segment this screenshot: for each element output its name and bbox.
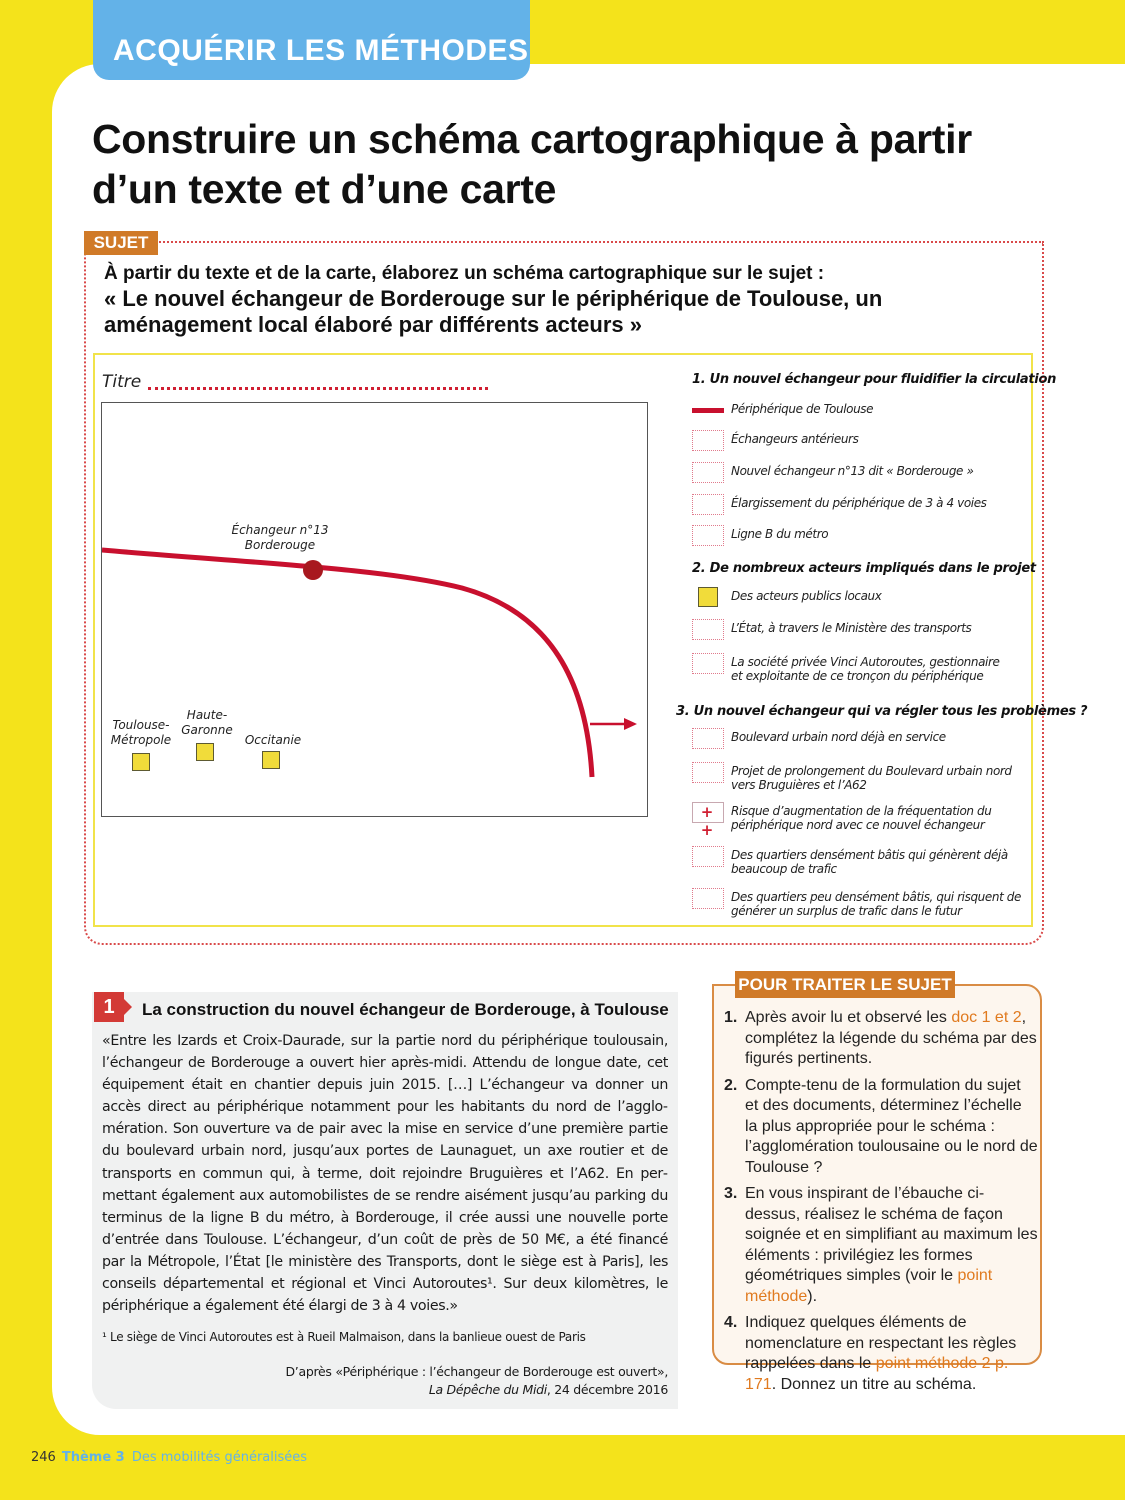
legend-item-text [731, 848, 1008, 876]
instruction-text: . Donnez un titre au schéma. [771, 1375, 977, 1393]
actor-label-occitanie [240, 733, 306, 748]
instruction-item [720, 1076, 1038, 1179]
source-line-2 [285, 1381, 668, 1399]
page-title: Construire un schéma cartographique à partir d’un texte et d’une carte [92, 116, 972, 212]
empty-swatch[interactable] [692, 728, 724, 749]
exchanger-label-line2: Borderouge [244, 538, 316, 552]
legend-text-line: Des quartiers peu densément bâtis, qui risquent de [731, 890, 1021, 904]
titre-input-line[interactable] [148, 372, 488, 390]
legend-item-text: Des acteurs publics locaux [731, 589, 882, 603]
exchanger-label [222, 523, 338, 553]
document-source [285, 1363, 668, 1399]
exchanger-marker [303, 560, 323, 580]
exchanger-label-line1: Échangeur n°13 [231, 523, 329, 537]
legend-item-text: Boulevard urbain nord déjà en service [731, 730, 946, 744]
cross-reference-link[interactable]: point méthode [745, 1267, 993, 1305]
source-line-1: D’après «Périphérique : l’échangeur de Borderouge est ouvert», [285, 1364, 668, 1379]
instruction-text: Après avoir lu et observé les [745, 1009, 952, 1026]
actor-label-toulouse-metropole [104, 718, 178, 748]
page-number: 246 [31, 1450, 56, 1465]
boulevard-arrow-head [624, 718, 637, 730]
cross-reference-link[interactable]: point méthode 2 p. 171 [745, 1355, 1009, 1393]
legend-text-line: Des quartiers densément bâtis qui génèrent déjà [731, 848, 1008, 862]
legend-item-text: Ligne B du métro [731, 527, 829, 541]
empty-swatch[interactable] [692, 430, 724, 451]
document-text: «Entre les Izards et Croix-Daurade, sur la partie nord du périphérique toulousain, l’échangeur de Borderouge a ouvert hier après-midi. Attendu de longue date, cet équipement était en chantier depuis juin 2015. […] L’échangeur va donner un accès direct au périphérique notamment pour les habitants du nord de l’agglomération. Son ouverture va de pair avec la mise en service d’une première partie du boulevard urbain nord, jusqu’aux portes de Launaguet, un axe routier et de transports en commun qui, à terme, doit rejoindre Bruguières et l’A62. En permettant également aux automobilistes de se rendre aisément jusqu’au parking du terminus de la ligne B du métro, à Borderouge, il crée aussi une nouvelle porte d’entrée dans Toulouse. L’échangeur, d’un coût de près de 50 M€, a été financé par la Métropole, l’État [le ministère des Transports, dont le siège est à Paris], les conseils départemental et régional et Vinci Autoroutes¹. Sur deux kilomètres, le périphérique a également été élargi de 3 à 4 voies.» [102, 1033, 668, 1315]
sujet-tag: SUJET [84, 231, 158, 255]
document-title: La construction du nouvel échangeur de Borderouge, à Toulouse [142, 1000, 669, 1019]
legend-text-line: périphérique nord avec ce nouvel échangeur [731, 818, 985, 832]
actor-label-line: Toulouse- [112, 718, 170, 732]
actor-marker-toulouse-metropole [132, 753, 150, 771]
actor-label-line: Métropole [110, 733, 172, 747]
road-line-symbol [692, 408, 724, 413]
sujet-intro: À partir du texte et de la carte, élaborez un schéma cartographique sur le sujet : [104, 263, 825, 284]
instruction-number: 1. [724, 1009, 738, 1026]
map-sketch [101, 402, 648, 817]
instruction-number: 3. [724, 1185, 738, 1202]
empty-swatch[interactable] [692, 619, 724, 640]
plus-plus-symbol: + + [692, 802, 724, 823]
legend-item-text: Échangeurs antérieurs [731, 432, 859, 446]
instruction-number: 4. [724, 1314, 738, 1331]
legend-text-line: générer un surplus de trafic dans le futur [731, 904, 962, 918]
empty-swatch[interactable] [692, 846, 724, 867]
legend-text-line: Risque d’augmentation de la fréquentation du [731, 804, 992, 818]
section-banner [93, 0, 530, 80]
empty-swatch[interactable] [692, 762, 724, 783]
instruction-text: En vous inspirant de l’ébauche ci-dessus, réalisez le schéma de façon soignée et en simplifiant au maximum les éléments : privilégiez les formes géométriques simples (voir le [745, 1185, 1038, 1284]
empty-swatch[interactable] [692, 462, 724, 483]
legend-item-text [731, 764, 1012, 792]
instruction-text: Indiquez quelques éléments de nomenclature en respectant les règles rappelées dans le [745, 1314, 1017, 1372]
empty-swatch[interactable] [692, 525, 724, 546]
legend-item-text: Nouvel échangeur n°13 dit « Borderouge » [731, 464, 974, 478]
page-footer [31, 1450, 307, 1465]
instruction-text: Compte-tenu de la formulation du sujet et des documents, déterminez l’échelle la plus appropriée pour le schéma : l’agglomération toulousaine ou le nord de Toulouse ? [745, 1076, 1038, 1176]
source-date: , 24 décembre 2016 [546, 1382, 668, 1397]
footer-theme: Thème 3 [61, 1450, 125, 1465]
instruction-item [720, 1008, 1038, 1070]
actor-marker-haute-garonne [196, 743, 214, 761]
instruction-text: ). [807, 1287, 818, 1305]
banner-label: ACQUÉRIR LES MÉTHODES [113, 34, 529, 67]
cross-reference-link[interactable]: doc 1 et 2 [951, 1009, 1022, 1026]
legend-text-line: Projet de prolongement du Boulevard urbain nord [731, 764, 1012, 778]
pour-traiter-list [720, 1008, 1038, 1401]
actor-label-line: Occitanie [244, 733, 302, 747]
document-footnote: ¹ Le siège de Vinci Autoroutes est à Rueil Malmaison, dans la banlieue ouest de Paris [102, 1330, 586, 1344]
empty-swatch[interactable] [692, 653, 724, 674]
actor-label-line: Haute- [186, 708, 228, 722]
titre-label: Titre [102, 372, 142, 392]
empty-swatch[interactable] [692, 888, 724, 909]
footer-subtitle: Des mobilités généralisées [131, 1450, 308, 1465]
map-svg [102, 403, 649, 818]
legend-heading-2: 2. De nombreux acteurs impliqués dans le projet [692, 561, 1036, 576]
legend-text-line: vers Bruguières et l’A62 [731, 778, 867, 792]
legend-item-text: Élargissement du périphérique de 3 à 4 voies [731, 496, 987, 510]
instruction-text: , complétez la légende du schéma par des figurés pertinents. [745, 1009, 1037, 1067]
legend-text-line: La société privée Vinci Autoroutes, gestionnaire [731, 655, 1000, 669]
pour-traiter-tag: POUR TRAITER LE SUJET [735, 971, 955, 998]
actor-marker-occitanie [262, 751, 280, 769]
legend-item-text: Périphérique de Toulouse [731, 402, 874, 416]
document-number-badge: 1 [94, 992, 124, 1022]
legend-item-text: L’État, à travers le Ministère des transports [731, 621, 972, 635]
legend-item-text [731, 890, 1021, 918]
actor-label-line: Garonne [181, 723, 233, 737]
instruction-item [720, 1313, 1038, 1395]
legend-text-line: beaucoup de trafic [731, 862, 837, 876]
legend-item-text [731, 655, 999, 683]
yellow-square-symbol [698, 587, 718, 607]
actor-label-haute-garonne [174, 708, 240, 738]
instruction-item [720, 1184, 1038, 1307]
legend-heading-3: 3. Un nouvel échangeur qui va régler tous les problèmes ? [676, 704, 1088, 719]
legend-text-line: et exploitante de ce tronçon du périphérique [731, 669, 984, 683]
empty-swatch[interactable] [692, 494, 724, 515]
sujet-quote: « Le nouvel échangeur de Borderouge sur le périphérique de Toulouse, un aménagement local élaboré par différents acteurs » [104, 286, 883, 337]
instruction-number: 2. [724, 1076, 738, 1094]
legend-heading-1: 1. Un nouvel échangeur pour fluidifier la circulation [692, 372, 1057, 387]
legend-item-text [731, 804, 991, 832]
source-newspaper: La Dépêche du Midi [428, 1382, 547, 1397]
